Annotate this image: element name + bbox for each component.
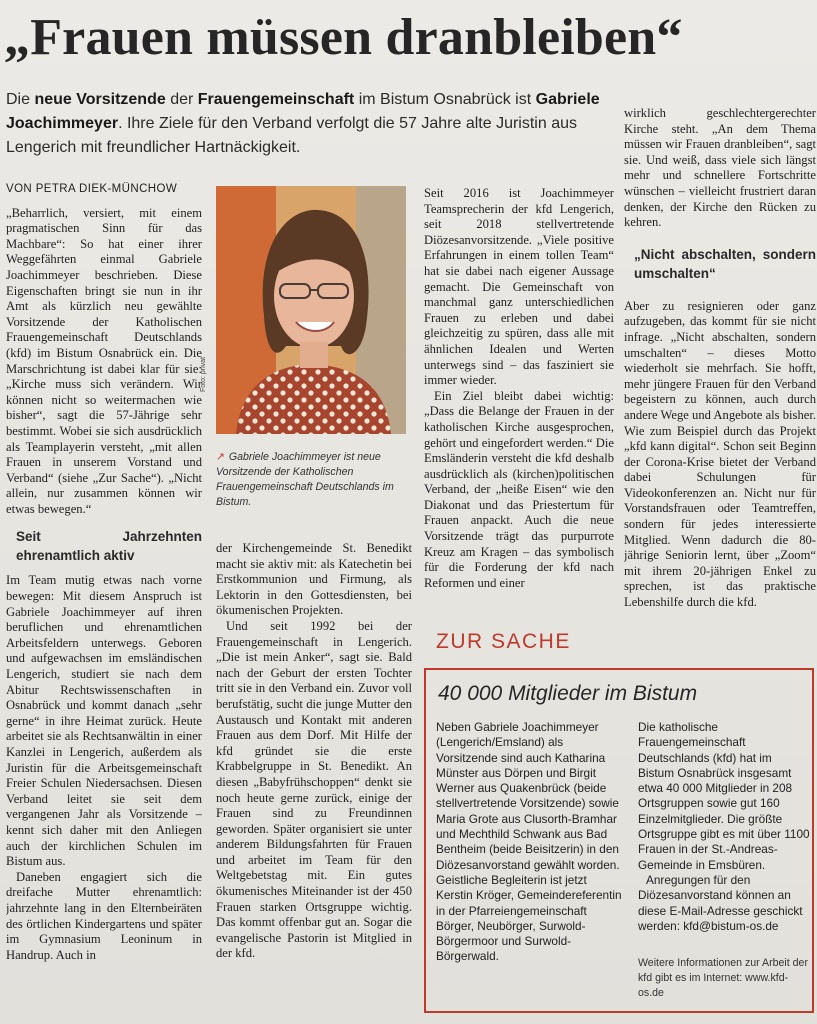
- sidebar-column-right: [638, 720, 810, 934]
- byline: VON PETRA DIEK-MÜNCHOW: [6, 183, 178, 195]
- sidebar-label: ZUR SACHE: [436, 630, 571, 653]
- article-column-2: [216, 541, 412, 1021]
- caption-text: Gabriele Joachimmeyer ist neue Vorsitzende der Katholischen Frauengemeinschaft Deutschlands im Bistum.: [216, 451, 394, 508]
- subheading: Seit Jahrzehnten ehrenamtlich aktiv: [16, 529, 202, 564]
- lead-text: der: [165, 91, 198, 108]
- article-column-1: [6, 182, 202, 1022]
- sidebar-info: Weitere Informationen zur Arbeit der kfd gibt es im Internet: www.kfd-os.de: [638, 957, 808, 999]
- lead-text: . Ihre Ziele für den Verband verfolgt die 57 Jahre alte Juristin aus Lengerich mit freundlicher Hartnäckigkeit.: [6, 115, 577, 156]
- lead-bold: Frauengemeinschaft: [197, 91, 355, 108]
- photo-credit: Foto: privat: [200, 356, 207, 392]
- sidebar-box: [424, 668, 814, 1013]
- paragraph: Anregungen für den Diözesanvorstand können an diese E-Mail-Adresse geschickt werden: kfd@bistum-os.de: [638, 872, 803, 933]
- lead-bold: neue Vorsitzende: [34, 91, 166, 108]
- lead-paragraph: [6, 88, 616, 160]
- portrait-photo: [216, 186, 406, 434]
- paragraph: Und seit 1992 bei der Frauengemeinschaft in Lengerich. „Die ist mein Anker“, sagt sie. Bald nach der Geburt der ersten Tochter tritt sie in den Verband ein. Zuvor voll berufstätig, sucht die junge Mutter den Austausch und Kontakt mit anderen Frauen aus dem Dorf. Mit Hilfe der kfd gründet sie die erste Krabbelgruppe in St. Benedikt. An diesen „Babyfrühschoppen“ denkt sie noch heute gerne zurück, einige der Frauen sind zu Freundinnen geworden. Später organisiert sie unter anderem Bildungsfahrten für Frauen und arbeitet im Team für den Weltgebetstag mit. Ein gutes ökumenisches Miteinander ist der 450 Frauen starken Ortsgruppe wichtig. Das kommt offenbar gut an. Sogar die evangelische Pastorin ist Mitglied in der kfd.: [216, 618, 412, 961]
- article-column-4: [624, 106, 816, 618]
- portrait-illustration: [216, 186, 406, 434]
- article-column-3: [424, 186, 614, 614]
- subheading: „Nicht abschalten, sondern umschalten“: [634, 246, 816, 281]
- photo-caption: [216, 450, 416, 510]
- paragraph: Die katholische Frauengemeinschaft Deutschlands (kfd) hat im Bistum Osnabrück insgesamt etwa 40 000 Mitglieder in 208 Ortsgruppen sowie gut 160 Einzelmitglieder. Die größte Ortsgruppe gibt es mit über 1100 Frauen in der St.-Andreas-Gemeinde in Emsbüren.: [638, 720, 810, 872]
- paragraph: Daneben engagiert sich die dreifache Mutter ehrenamtlich: jahrzehnte lang in den Elternbeiräten des örtlichen Kindergartens und später im Gymnasium Leoninum in Handrup. Auch in: [6, 869, 202, 962]
- paragraph: wirklich geschlechtergerechter Kirche steht. „An dem Thema müssen wir Frauen dranbleiben“, sagt sie. Und weiß, dass viele sich längst mehr und schnellere Fortschritte wünschen – vielleicht frustriert daran denken, der Kirche den Rücken zu kehren.: [624, 106, 816, 230]
- sidebar-column-left: [436, 720, 626, 965]
- paragraph: Ein Ziel bleibt dabei wichtig: „Dass die Belange der Frauen in der katholischen Kirche ausgesprochen, gehört und eingefordert werden.“ Die Emsländerin versteht die kfd deshalb ausdrücklich als (kirchen)politischen Verband, der „heiße Eisen“ wie den Diakonat und das Priestertum für Frauen anpackt. Auch die neue Vorsitzende trägt das purpurrote Kreuz am Kragen – das symbolisch für die Forderung der kfd nach Reformen und einer: [424, 388, 614, 590]
- lead-text: im Bistum Osnabrück ist: [354, 91, 536, 108]
- paragraph: „Beharrlich, versiert, mit einem pragmatischen Sinn für das Machbare“: So hat einer ihrer Weggefährten einmal Gabriele Joachimmeyer beschrieben. Diese Eigenschaften bringt sie nun in ihr Amt als kürzlich neu gewählte Vorsitzende der Katholischen Frauengemeinschaft Deutschlands (kfd) im Bistum Osnabrück ein. Die Marschrichtung ist dabei klar für sie: „Kirche muss sich verändern. Wir können nicht so weitermachen wie bisher“, sagt die 57-Jährige sehr bestimmt. Wobei sie sich ausdrücklich als Teamplayerin versteht, „mit allen Frauen in unserem Vorstand und Verband“ (siehe „Zur Sache“). „Nicht allein, nur zusammen können wir etwas bewegen.“: [6, 205, 202, 516]
- paragraph: Im Team mutig etwas nach vorne bewegen: Mit diesem Anspruch ist Gabriele Joachimmeyer auf ihren beruflichen und ehrenamtlichen Arbeitsfeldern unterwegs. Geboren und aufgewachsen im emsländischen Lengerich, studiert sie nach dem Abitur Rechtswissenschaften in Osnabrück und kommt danach „sehr gerne“ in ihre Heimat zurück. Heute arbeitet sie als Rechtsanwältin in einer Kanzlei in Lengerich, außerdem als Juristin für die Arbeitsgemeinschaft Freier Schulen Niedersachsen. Diesen Verband leitet sie seit dem vergangenen Jahr als Vorsitzende – kennt sich daher mit den Anliegen auch der kirchlichen Schulen im Bistum aus.: [6, 573, 202, 869]
- lead-text: Die: [6, 91, 35, 108]
- lead-bold: Gabriele Joachimmeyer: [6, 91, 600, 132]
- paragraph: Aber zu resignieren oder ganz aufzugeben, das kommt für sie nicht infrage. „Nicht abschalten, sondern umschalten“ – dieses Motto wiederholt sie mehrfach. Sie hofft, mehr jüngere Frauen für den Verband begeistern zu können, auch durch andere Wege und Angebote als bisher. Wie zum Beispiel durch das Projekt „kfd kann digital“. Schon seit Beginn der Corona-Krise bietet der Verband dabei Schulungen für Videokonferenzen an. Nicht nur für Vorstandsfrauen oder Teamtreffen, sondern für jedes interessierte Mitglied. Wenn dadurch die 80-jährige Seniorin lernt, über „Zoom“ mit ihrem 20-jährigen Enkel zu sprechen, ist das praktische Lebenshilfe durch die kfd.: [624, 298, 816, 610]
- paragraph: Neben Gabriele Joachimmeyer (Lengerich/Emsland) als Vorsitzende sind auch Katharina Münster aus Dörpen und Birgit Werner aus Quakenbrück (beide stellvertretende Vorsitzende) sowie Maria Grote aus Clusorth-Bramhar und Mechthild Schwank aus Bad Bentheim (beide Beisitzerin) in den Diözesanvorstand gewählt worden. Geistliche Begleiterin ist jetzt Kerstin Kröger, Gemeindereferentin in der Pfarreiengemeinschaft Börger, Neubörger, Surwold-Börgermoor und Surwold-Börgerwald.: [436, 720, 622, 964]
- sidebar-title: 40 000 Mitglieder im Bistum: [438, 682, 698, 705]
- paragraph: Seit 2016 ist Joachimmeyer Teamsprecherin der kfd Lengerich, seit 2018 stellvertretende Diözesanvorsitzende. „Viele positive Erfahrungen in einem tollen Team“ hat sie dabei nach eigener Aussage gemacht. Die Gemeinschaft von manchmal ganz unterschiedlichen Frauen zu erleben und dabei gleichzeitig zu spüren, dass alle mit ähnlichen Idealen und Werten unterwegs sind – das fasziniert sie immer wieder.: [424, 186, 614, 388]
- arrow-icon: ↗: [216, 451, 225, 463]
- paragraph: der Kirchengemeinde St. Benedikt macht sie aktiv mit: als Katechetin bei Erstkommunion und Firmung, als Lektorin in den Gottesdiensten, bei ökumenischen Projekten.: [216, 541, 412, 618]
- headline: „Frauen müssen dranbleiben“: [4, 9, 683, 66]
